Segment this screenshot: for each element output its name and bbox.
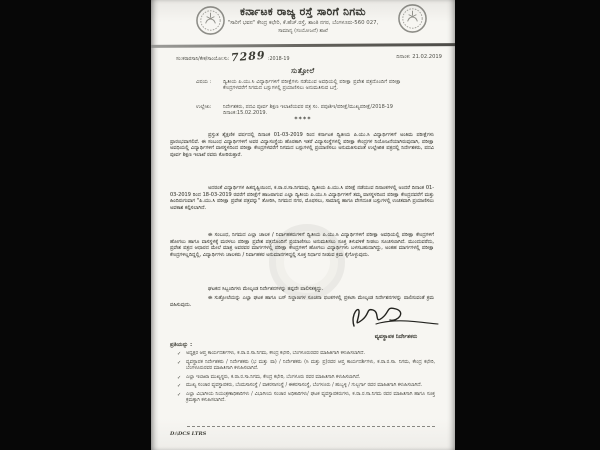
reference-row	[176, 48, 442, 65]
subject-block	[196, 79, 408, 99]
copies-list-item	[177, 360, 435, 372]
header-divider	[151, 43, 455, 48]
footer-divider	[187, 426, 435, 427]
reference-number-prefix: ಸಂ:ಕರಾರಸಾನಿ/ಕೇಕ/ಸಾಂಯೋ:ಸು:	[176, 57, 230, 62]
body-paragraph: ಅದರಂತೆ ವಿದ್ಯಾರ್ಥಿಗಳ ಹಿತದೃಷ್ಟಿಯಿಂದ, ಕ.ರಾ.ರ.ಸಾ.ನಿಗಮವು, ದ್ವಿತೀಯ ಪಿ.ಯು.ಸಿ ಪರೀಕ್ಷೆ ನಡೆಯುವ ದಿನಾಂಕಗಳಲ್ಲಿ ಅಂದರೆ ದಿನಾಂಕ 01-03-2019 ರಿಂದ 18-03-2019 ರವರೆಗೆ ಪರೀಕ್ಷೆಗೆ ಹಾಜರಾಗುವ ಎಲ್ಲಾ ದ್ವಿತೀಯ ಪಿ.ಯು.ಸಿ ವಿದ್ಯಾರ್ಥಿಗಳಿಗೆ ತಮ್ಮ ವಾಸಸ್ಥಳದಿಂದ ಪರೀಕ್ಷಾ ಕೇಂದ್ರದವರೆಗೆ ಮತ್ತು ಹಿಂದಿರುಗುವಾಗ "ಪಿ.ಯು.ಸಿ ಪರೀಕ್ಷಾ ಪ್ರವೇಶ ಪತ್ರವನ್ನು" ತೋರಿಸಿ, ನಿಗಮದ ನಗರ, ಮೊಫಸಲು, ಸಾಮಾನ್ಯ ಹಾಗೂ ವೇಗದೂತ ಬಸ್ಸುಗಳಲ್ಲಿ ಉಚಿತವಾಗಿ ಪ್ರಯಾಣಿಸಲು ಅವಕಾಶ ಕಲ್ಪಿಸಲಾಗಿದೆ.	[170, 185, 434, 212]
checkmark-icon: ✓	[177, 392, 182, 399]
body-paragraph: ಘಟಕದ ಸಿಬ್ಬಂದಿಗಳು ಮೇಲ್ಕಂಡ ನಿರ್ದೇಶನಗಳನ್ನು ತಪ್ಪದೇ ಪಾಲಿಸತಕ್ಕದ್ದು.	[208, 286, 324, 292]
copies-list-item	[177, 383, 435, 389]
copies-list-item	[177, 375, 435, 381]
copies-item-text: ಮುಖ್ಯ ಸಂಚಾರ ವ್ಯವಸ್ಥಾಪಕರು, ಬೆಂಮಸಾಸಂಸ್ಥೆ / ವಾಕರಸಾಸಂಸ್ಥೆ / ಈಕರಸಾಸಂಸ್ಥೆ, ಬೆಂಗಳೂರು / ಹುಬ್ಬಳ್ಳಿ / ಗುಲ್ಬರ್ಗಾ ರವರ ಮಾಹಿತಿಗಾಗಿ ಕಳುಹಿಸಲಾಗಿದೆ.	[186, 383, 423, 389]
organization-name: ಕರ್ನಾಟಕ ರಾಜ್ಯ ರಸ್ತೆ ಸಾರಿಗೆ ನಿಗಮ	[240, 6, 366, 18]
copies-list-item	[177, 392, 435, 404]
checkmark-icon: ✓	[177, 351, 182, 357]
signature-scribble	[346, 300, 442, 332]
reference-label: ಉಲ್ಲೇಖ:	[196, 104, 212, 110]
circular-title: ಸುತ್ತೋಲೆ	[291, 67, 315, 75]
file-path-footer: D:\DCS LTRS	[170, 431, 207, 437]
copies-item-text: ಎಲ್ಲಾ ವಿಭಾಗೀಯ ನಿಯಂತ್ರಣಾಧಿಕಾರಿಗಳು / ವಿಭಾಗೀಯ ಸಂಚಾರ ಅಧಿಕಾರಿಗಳು/ ಘಟಕ ವ್ಯವಸ್ಥಾಪಕರುಗಳು, ಕ.ರಾ.ರ.ಸಾ.ನಿಗಮ ರವರ ಮಾಹಿತಿಗಾಗಿ ಹಾಗೂ ಸೂಕ್ತ ಕ್ರಮಕ್ಕಾಗಿ ಕಳುಹಿಸಲಾಗಿದೆ.	[186, 392, 435, 404]
checkmark-icon: ✓	[177, 359, 182, 366]
scanned-circular-page	[151, 0, 455, 450]
copies-item-text: ವ್ಯವಸ್ಥಾಪಕ ನಿರ್ದೇಶಕರು / ನಿರ್ದೇಶಕರು (ಭ ಮತ್ತು ಪಾ) / ನಿರ್ದೇಶಕರು (ಸಿ ಮತ್ತು ಪ್ರ)ರವರ ಆಪ್ತ ಕಾರ್ಯದರ್ಶಿಗಳು, ಕ.ರಾ.ರ.ಸಾ. ನಿಗಮ, ಕೇಂದ್ರ ಕಛೇರಿ, ಬೆಂಗಳೂರುರವರ ಮಾಹಿತಿಗಾಗಿ ಕಳುಹಿಸಲಾಗಿದೆ.	[186, 359, 435, 371]
copies-list-item	[177, 351, 435, 357]
subject-label: ವಿಷಯ :	[196, 79, 212, 85]
letter-date: ದಿನಾಂಕ: 21.02.2019	[396, 54, 442, 60]
checkmark-icon: ✓	[177, 383, 182, 390]
signatory-designation: ವ್ಯವಸ್ಥಾಪಕ ನಿರ್ದೇಶಕರು	[374, 334, 418, 340]
copies-item-text: ಅಧ್ಯಕ್ಷರ ಆಪ್ತ ಕಾರ್ಯದರ್ಶಿಗಳು, ಕ.ರಾ.ರ.ಸಾ.ನಿಗಮ, ಕೇಂದ್ರ ಕಛೇರಿ, ಬೆಂಗಳೂರುರವರ ಮಾಹಿತಿಗಾಗಿ ಕಳುಹಿಸಲಾಗಿದೆ.	[186, 351, 365, 356]
asterisk-separator: ****	[294, 116, 312, 123]
copies-item-text: ಎಲ್ಲಾ ಇಲಾಖಾ ಮುಖ್ಯಸ್ಥರು, ಕ.ರಾ.ರ.ಸಾ.ನಿಗಮ, ಕೇಂದ್ರ ಕಛೇರಿ, ಬೆಂಗಳೂರು ರವರ ಮಾಹಿತಿಗಾಗಿ ಕಳುಹಿಸಲಾಗಿದೆ.	[186, 374, 361, 380]
reference-number-suffix: :2018-19	[267, 57, 290, 62]
branch-name: ಸಾಮಾನ್ಯ (ಸಂಯೋಜನೆ) ಶಾಖೆ	[278, 28, 328, 34]
handwritten-number: 7289	[230, 48, 267, 65]
checkmark-icon: ✓	[177, 374, 182, 381]
body-paragraph: ಈ ಸಂಬಂಧ, ನಿಗಮದ ಎಲ್ಲಾ ಚಾಲಕ / ನಿರ್ವಾಹಕರುಗಳಿಗೆ ದ್ವಿತೀಯ ಪಿ.ಯು.ಸಿ ವಿದ್ಯಾರ್ಥಿಗಳಿಗೆ ಪರೀಕ್ಷಾ ಅವಧಿಯಲ್ಲಿ ಪರೀಕ್ಷಾ ಕೇಂದ್ರಗಳಿಗೆ ಹೋಗಲು ಹಾಗೂ ವಾಸಸ್ಥಳಕ್ಕೆ ಮರಳಲು ಪರೀಕ್ಷಾ ಪ್ರವೇಶ ಪತ್ರದೊಂದಿಗೆ ಪ್ರಯಾಣಿಸಲು ಅನುಮತಿಸಲು ಸೂಕ್ತ ತಿಳುವಳಿಕೆ ನೀಡಲು ಸೂಚಿಸಲಾಗಿದೆ. ಮುಂದುವರೆದು, ಪ್ರವೇಶ ಪತ್ರದ ಆಧಾರದ ಮೇಲೆ ಮಾತ್ರ ಅವರವರ ಮಾರ್ಗಗಳಲ್ಲಿ ಪರೀಕ್ಷಾ ಕೇಂದ್ರಗಳಿಗೆ ಹೋಗಲು ವಿದ್ಯಾರ್ಥಿಗಳು ಬಳಸಬಹುದಾಗಿದ್ದು, ಅಂತಹ ಮಾರ್ಗಗಳಲ್ಲಿ ಪರೀಕ್ಷಾ ಕೇಂದ್ರಗಳಿಲ್ಲದಿದ್ದಲ್ಲಿ, ವಿದ್ಯಾರ್ಥಿಗಳು ಚಾಲಕರು / ನಿರ್ವಾಹಕರ ಅನುಮಾನಗಳಿದ್ದಲ್ಲಿ ಸೂಕ್ತ ನಿರ್ಧಾರ ನೀಡುವ ಕ್ರಮ ಕೈಗೊಳ್ಳುವುದು.	[170, 232, 434, 259]
reference-text: ನಿರ್ದೇಶಕರು, ಪದವಿ ಪೂರ್ವ ಶಿಕ್ಷಣ ಇಲಾಖೆಯವರ ಪತ್ರ ಸಂ. ಪಪೂಶಿಇ/ಪರೀಕ್ಷೆ/ಮುಖ್ಯಪರೀಕ್ಷೆ/2018-19 ದಿನಾಂಕ:15.02.2019.	[223, 104, 393, 117]
subject-text: ದ್ವಿತೀಯ ಪಿ.ಯು.ಸಿ ವಿದ್ಯಾರ್ಥಿಗಳಿಗೆ ಪರೀಕ್ಷೆಗಳು ನಡೆಯುವ ಅವಧಿಯಲ್ಲಿ ಪರೀಕ್ಷಾ ಪ್ರವೇಶ ಪತ್ರದೊಂದಿಗೆ ಪರೀಕ್ಷಾ ಕೇಂದ್ರಗಳವರೆಗೆ ನಿಗಮದ ಬಸ್ಸುಗಳಲ್ಲಿ ಪ್ರಯಾಣಿಸಲು ಅನುಮತಿಸುವ ಬಗ್ಗೆ.	[223, 79, 401, 92]
reference-number	[176, 48, 290, 65]
organization-address: "ಸಾರಿಗೆ ಭವನ" ಕೇಂದ್ರ ಕಛೇರಿ, ಕೆ.ಹೆಚ್.ರಸ್ತೆ, ಶಾಂತಿ ನಗರ, ಬೆಂಗಳೂರು-560 027,	[227, 20, 379, 26]
copies-list	[177, 351, 435, 425]
body-paragraph: ಪ್ರಸ್ತುತ ಶೈಕ್ಷಣಿಕ ವರ್ಷದಲ್ಲಿ ದಿನಾಂಕ 01-03-2019 ರಿಂದ ಕರ್ನಾಟಕ ದ್ವಿತೀಯ ಪಿ.ಯು.ಸಿ ವಿದ್ಯಾರ್ಥಿಗಳಿಗೆ ಅಂತಿಮ ಪರೀಕ್ಷೆಗಳು ಪ್ರಾರಂಭವಾಗಲಿವೆ. ಈ ಸಂಬಂಧ ವಿದ್ಯಾರ್ಥಿಗಳಿಗೆ ಅವರ ವಿದ್ಯಾಸಂಸ್ಥೆಯ ಹೊರತಾಗಿ ಇತರೆ ವಿದ್ಯಾಸಂಸ್ಥೆಗಳಲ್ಲಿ ಪರೀಕ್ಷಾ ಕೇಂದ್ರಗಳ ನಿಯೋಜನೆಯಾಗಿರುವುದಾಗಿ, ಪರೀಕ್ಷಾ ಅವಧಿಯಲ್ಲಿ ವಿದ್ಯಾರ್ಥಿಗಳಿಗೆ ವಾಸಸ್ಥಳದಿಂದ ಪರೀಕ್ಷಾ ಕೇಂದ್ರಗಳವರೆಗೆ ನಿಗಮದ ಬಸ್ಸುಗಳಲ್ಲಿ ಪ್ರಯಾಣಿಸಲು ಅನುಮತಿಸುವಂತೆ ಉಲ್ಲೇಖಿತ ಪತ್ರದಲ್ಲಿ ನಿರ್ದೇಶಕರು, ಪದವಿ ಪೂರ್ವ ಶಿಕ್ಷಣ ಇಲಾಖೆ ರವರು ಕೋರಿರುತ್ತಾರೆ.	[170, 132, 434, 159]
copies-label: ಪ್ರತಿಯನ್ನು :	[170, 342, 193, 348]
letterhead	[151, 6, 455, 34]
body-paragraph: ಈ ಸುತ್ತೋಲೆಯನ್ನು ಎಲ್ಲಾ ಘಟಕ ಹಾಗೂ ಬಸ್ ನಿಲ್ದಾಣಗಳ ಸೂಚನಾ ಫಲಕಗಳಲ್ಲಿ ಪ್ರಕಟಿಸಿ ಮೇಲ್ಕಂಡ ನಿರ್ದೇಶನಗಳನ್ನು ಪಾಲಿಸುವಂತೆ ಕ್ರಮ ವಹಿಸುವುದು.	[170, 295, 434, 308]
